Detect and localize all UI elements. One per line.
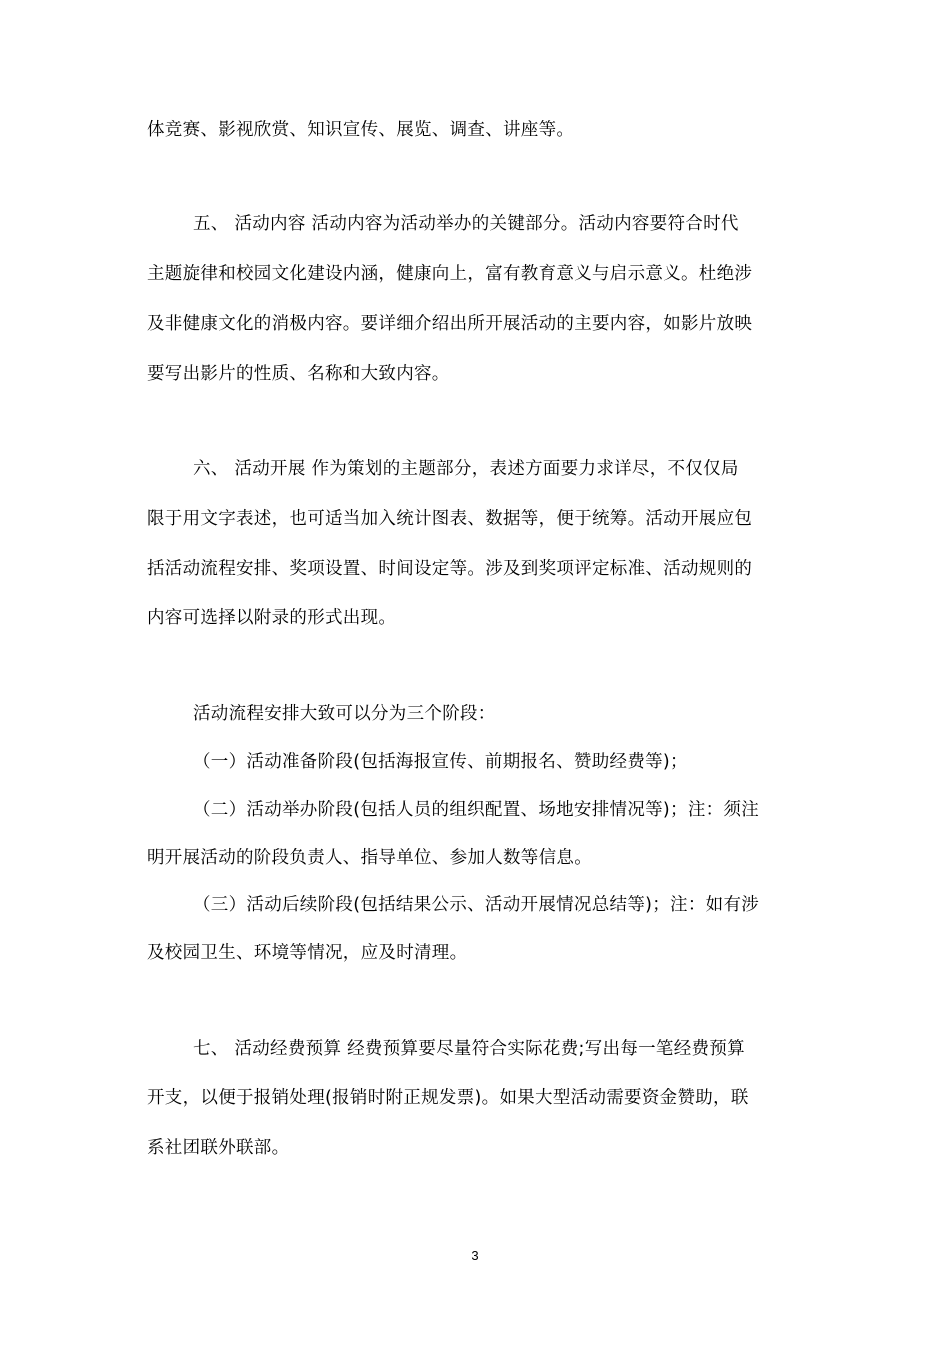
process-stage-2-line-1: （二）活动举办阶段(包括人员的组织配置、场地安排情况等)；注：须注	[193, 800, 760, 820]
process-stage-2-line-2: 明开展活动的阶段负责人、指导单位、参加人数等信息。	[147, 848, 592, 868]
section-6-line-2: 限于用文字表述，也可适当加入统计图表、数据等，便于统筹。活动开展应包	[147, 509, 753, 529]
section-5-line-1: 五、 活动内容 活动内容为活动举办的关键部分。活动内容要符合时代	[193, 214, 739, 234]
section-7-line-3: 系社团联外联部。	[147, 1138, 290, 1158]
process-intro: 活动流程安排大致可以分为三个阶段：	[193, 704, 496, 724]
process-stage-3-line-2: 及校园卫生、环境等情况，应及时清理。	[147, 943, 468, 963]
section-5-line-3: 及非健康文化的消极内容。要详细介绍出所开展活动的主要内容，如影片放映	[147, 314, 753, 334]
section-6-line-1: 六、 活动开展 作为策划的主题部分，表述方面要力求详尽，不仅仅局	[193, 459, 739, 479]
section-5-line-4: 要写出影片的性质、名称和大致内容。	[147, 364, 450, 384]
section-7-line-2: 开支，以便于报销处理(报销时附正规发票)。如果大型活动需要资金赞助，联	[147, 1088, 749, 1108]
section-7-line-1: 七、 活动经费预算 经费预算要尽量符合实际花费;写出每一笔经费预算	[193, 1039, 745, 1059]
process-stage-1: （一）活动准备阶段(包括海报宣传、前期报名、赞助经费等)；	[193, 752, 688, 772]
paragraph-continuation-line: 体竞赛、影视欣赏、知识宣传、展览、调查、讲座等。	[147, 120, 575, 140]
page-number: 3	[471, 1248, 479, 1263]
section-6-line-4: 内容可选择以附录的形式出现。	[147, 608, 397, 628]
section-6-line-3: 括活动流程安排、奖项设置、时间设定等。涉及到奖项评定标准、活动规则的	[147, 559, 753, 579]
section-5-line-2: 主题旋律和校园文化建设内涵，健康向上，富有教育意义与启示意义。杜绝涉	[147, 264, 753, 284]
process-stage-3-line-1: （三）活动后续阶段(包括结果公示、活动开展情况总结等)；注：如有涉	[193, 895, 760, 915]
